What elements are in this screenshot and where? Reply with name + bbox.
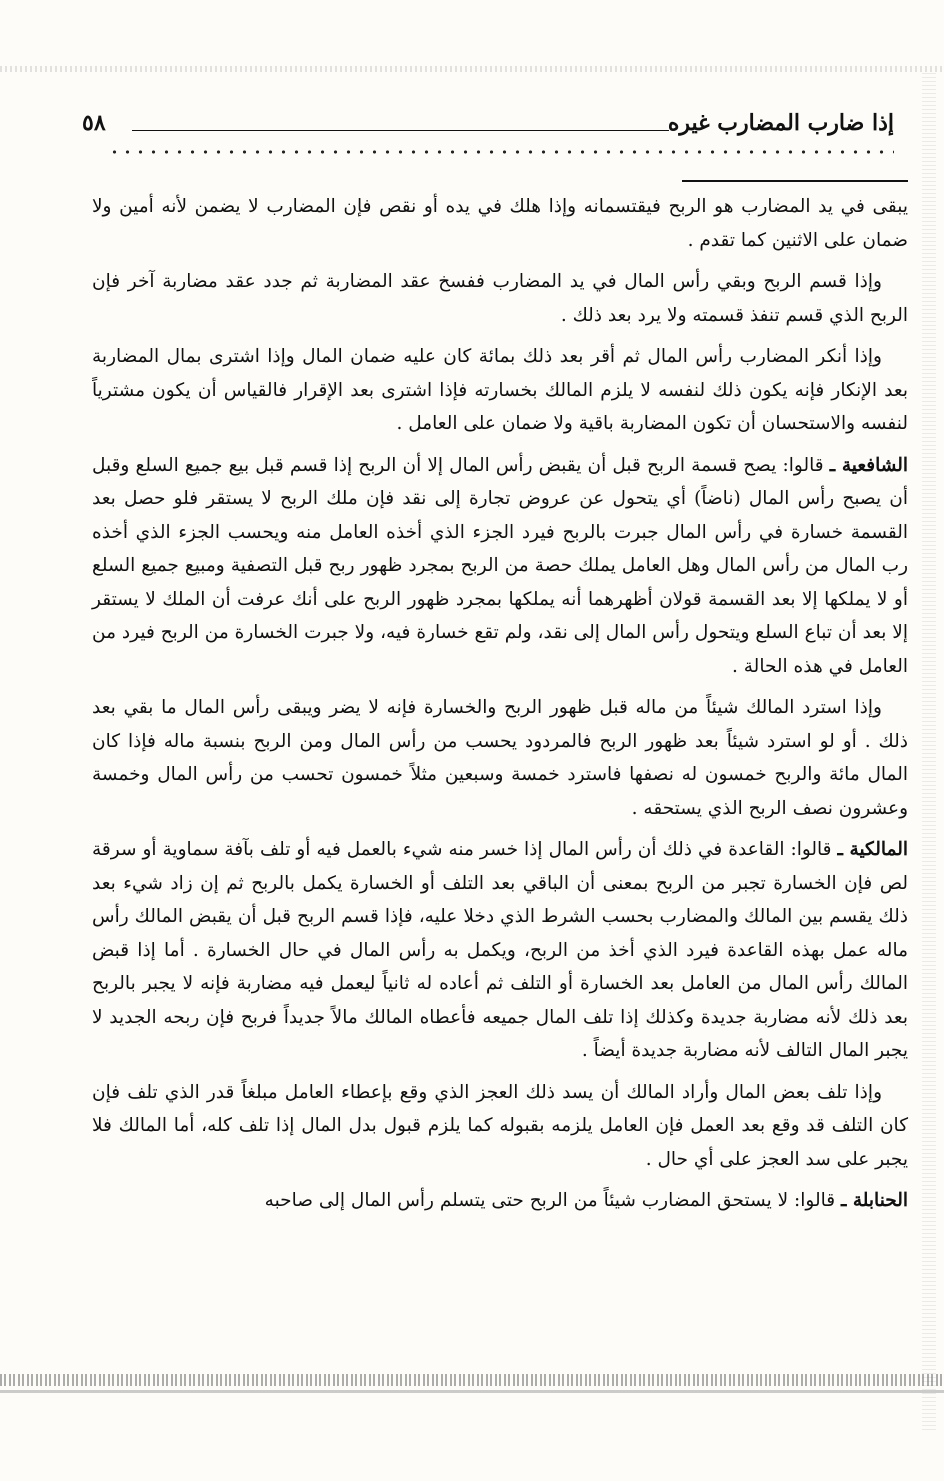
paragraph-shafiiya: [92, 449, 908, 684]
paragraph-text: وإذا أنكر المضارب رأس المال ثم أقر بعد ذلك بمائة كان عليه ضمان المال وإذا اشترى بمال المضاربة بعد الإنكار فإنه يكون ذلك لنفسه لا يلزم المالك بخسارته فإذا اشترى بعد الإقرار فالقياس أن يكون مشترياً لنفسه والاستحسان أن تكون المضاربة باقية ولا ضمان على العامل .: [92, 346, 908, 434]
page-body: [92, 190, 908, 1350]
paragraph-malikiya: [92, 833, 908, 1068]
paragraph-3: [92, 340, 908, 441]
paragraph-text: قالوا: يصح قسمة الربح قبل أن يقبض رأس المال إلا أن الربح إذا قسم قبل بيع جميع السلع وقبل أن يصبح رأس المال (ناضاً) أي يتحول عن عروض تجارة إلى نقد فإن ملك الربح لا يستقر فلو حصل بعد القسمة خسارة في رأس المال جبرت بالربح فيرد الجزء الذي أخذه العامل منه ويحسب الجزء الذي أخذه رب المال من رأس المال وهل العامل يملك حصة من الربح بمجرد ظهور ربح قبل التصفية ومبيع جميع السلع أو لا يملكها إلا بعد القسمة قولان أظهرهما أنه يملكها بمجرد ظهور الربح على أنك عرفت أن الملك لا يستقر إلا بعد أن تباع السلع ويتحول رأس المال إلى نقد، ولم تقع خسارة فيه، ولا جبرت الخسارة من الربح فيرد من العامل في هذه الحالة .: [92, 454, 908, 677]
paragraph-text: قالوا: القاعدة في ذلك أن رأس المال إذا خسر منه شيء بالعمل فيه أو تلف بآفة سماوية أو سرقة لص فإن الخسارة تجبر من الربح بمعنى أن الباقي بعد التلف أو الخسارة يكمل بالربح ثم إن زاد شيء بعد ذلك يقسم بين المالك والمضارب بحسب الشرط الذي دخلا عليه، فإذا قسم الربح قبل أن يقبض المالك رأس ماله عمل بهذه القاعدة فيرد الذي أخذ من الربح، ويكمل به رأس المال في حال الخسارة . أما إذا قبض المالك رأس المال من العامل بعد الخسارة أو التلف ثم أعاده له ثانياً ليعمل فيه مضاربة فإنه لا يجبر بالربح بعد ذلك لأنه مضاربة جديدة وكذلك إذا تلف المال جميعه فأعطاه المالك مالاً جديداً فربح فإن ربحه الجديد لا يجبر المال التالف لأنه مضاربة جديدة أيضاً .: [92, 839, 908, 1061]
paragraph-7: [92, 1076, 908, 1177]
school-name-hanabila: الحنابلة ـ: [841, 1190, 908, 1211]
paragraph-1: [92, 190, 908, 257]
header-rule: [132, 130, 669, 131]
dotted-separator: [108, 146, 894, 158]
scan-edge-top: [0, 66, 944, 72]
scan-edge-right: [922, 70, 936, 1430]
page-header: [82, 110, 894, 142]
running-title: إذا ضارب المضارب غيره: [667, 110, 894, 136]
section-rule: [682, 180, 908, 182]
school-name-shafiiya: الشافعية ـ: [829, 454, 908, 476]
paragraph-text: قالوا: لا يستحق المضارب شيئاً من الربح حتى يتسلم رأس المال إلى صاحبه: [264, 1190, 836, 1211]
paragraph-5: [92, 691, 908, 825]
paragraph-text: وإذا استرد المالك شيئاً من ماله قبل ظهور الربح والخسارة فإنه لا يضر ويبقى رأس المال ما بقي بعد ذلك . أو لو استرد شيئاً بعد ظهور الربح فالمردود يحسب من رأس المال ومن الربح بنسبة ماله فإذا كان المال مائة والربح خمسون له نصفها فاسترد خمسة وسبعين مثلاً خمسون تحسب من رأس المال وخمسة وعشرون نصف الربح الذي يستحقه .: [92, 697, 908, 819]
paragraph-text: وإذا تلف بعض المال وأراد المالك أن يسد ذلك العجز الذي وقع بإعطاء العامل مبلغاً قدر الذي تلف فإن كان التلف قد وقع بعد العمل فإن العامل يلزمه بقبوله كما يلزم قبول بدل المال إذا تلف كله، أما المالك فلا يجبر على سد العجز على أي حال .: [92, 1081, 908, 1170]
school-name-malikiya: المالكية ـ: [837, 839, 908, 860]
scan-edge-bottom: [0, 1374, 944, 1386]
paragraph-text: يبقى في يد المضارب هو الربح فيقتسمانه وإذا هلك في يده أو نقص فإن المضارب لا يضمن لأنه أمين ولا ضمان على الاثنين كما تقدم .: [92, 196, 908, 251]
page-number: ٥٨: [82, 110, 106, 136]
paragraph-hanabila: [92, 1184, 908, 1218]
paragraph-2: [92, 265, 908, 332]
scan-edge-bottom-line: [0, 1390, 944, 1393]
paragraph-text: وإذا قسم الربح وبقي رأس المال في يد المضارب ففسخ عقد المضاربة ثم جدد عقد مضاربة آخر فإن الربح الذي قسم تنفذ قسمته ولا يرد بعد ذلك .: [92, 271, 908, 326]
